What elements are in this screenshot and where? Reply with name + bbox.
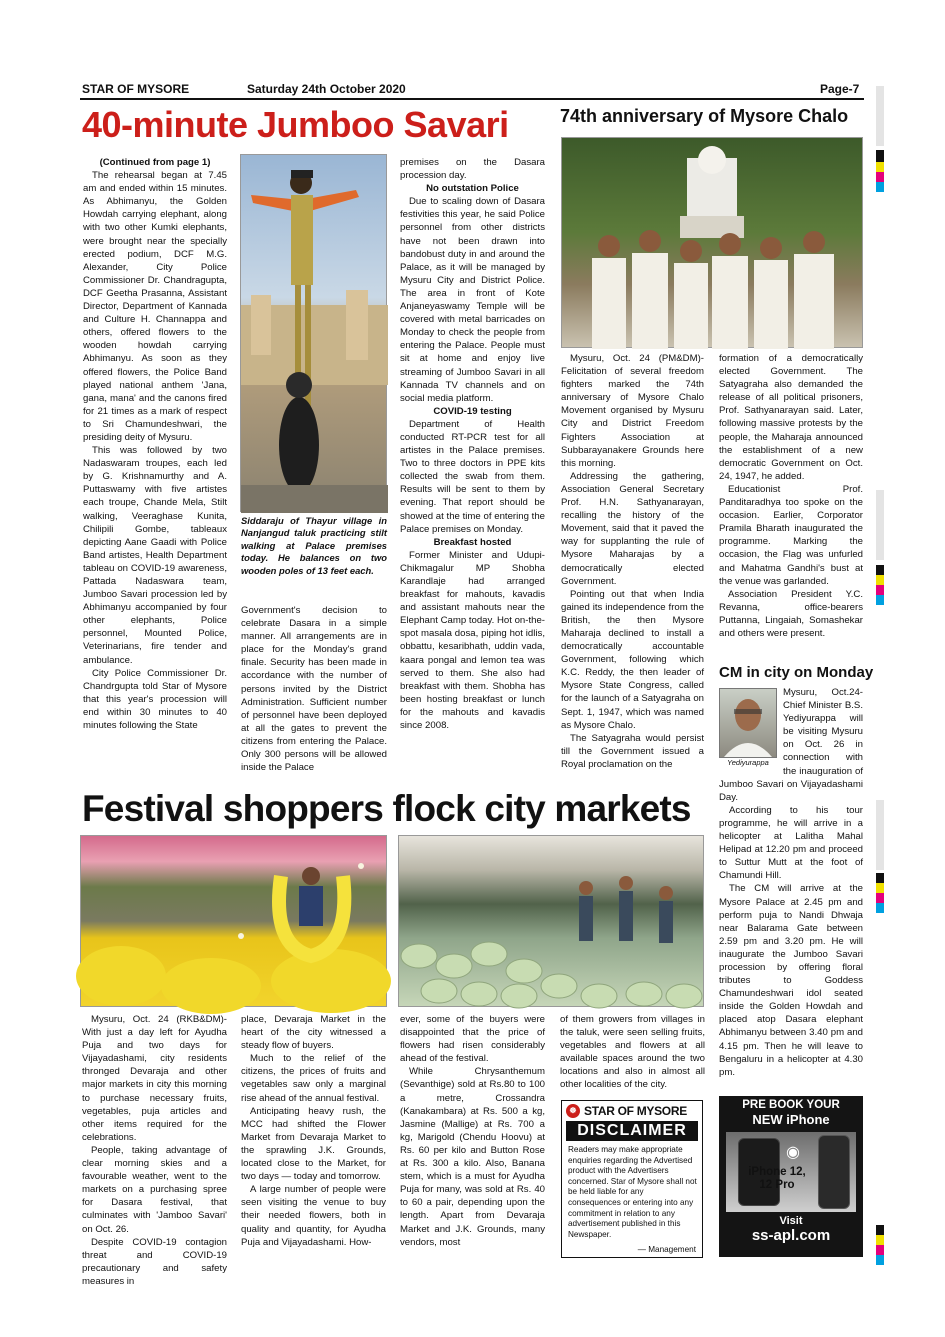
cm-photo bbox=[719, 688, 777, 758]
disclaimer-box bbox=[561, 1100, 703, 1258]
registration-mark bbox=[876, 172, 884, 182]
article-paragraph: Due to scaling down of Dasara festivities this year, he said Police personnel from other districts have not been drawn into bandobust duty in and around the Palace, as it will be managed by Mysuru City and District Police. The area in front of Kote Anjaneyaswamy Temple will be covered with metal barricades on Monday to check the people from entering the Palace. People must sit at home and enjoy live streaming of Jumboo Savari in all Kannada TV channels and on social media platform. bbox=[400, 196, 545, 404]
fruit-market-illustration bbox=[399, 836, 705, 1008]
registration-mark bbox=[876, 595, 884, 605]
freedom-fighters-photo bbox=[561, 137, 863, 348]
registration-mark bbox=[876, 873, 884, 883]
masthead-name: STAR OF MYSORE bbox=[82, 82, 190, 96]
cm-portrait-illustration bbox=[720, 689, 776, 757]
registration-mark bbox=[876, 903, 884, 913]
subheading: Breakfast hosted bbox=[433, 536, 512, 548]
article-paragraph: of them growers from villages in the taluk, were seen selling fruits, vegetables and flowers at all available spaces around the two locations and also in almost all other localities of the city. bbox=[560, 1014, 705, 1091]
article-paragraph: place, Devaraja Market in the heart of the city witnessed a steady flow of buyers. bbox=[241, 1014, 386, 1052]
cm-photo-block bbox=[719, 688, 777, 772]
article-paragraph: This was followed by two Nadaswaram troupes, each led by G. Krishnamurthy and A. Puttaswamy with five artistes each troupe, Chande Mela, Stilt walking, Veeraghase Kunita, Chilipili Gombe, tableaux depicting Aane Gaadi with Police Band artistes, Health Department tableau on COVID-19 awareness, Pattada Nadaswara team, Jumboo Savari procession led by Abhimanyu accompanied by four other elephants, Police personnel, Mounted Police, Veterinarians, fire tender and ambulance. bbox=[83, 445, 227, 666]
article-paragraph: ever, some of the buyers were disappointed that the price of flowers had risen considerably ahead of the festival. bbox=[400, 1014, 545, 1065]
registration-mark bbox=[876, 585, 884, 595]
chalo-headline: 74th anniversary of Mysore Chalo bbox=[560, 106, 849, 126]
article-paragraph: People, taking advantage of clear morning skies and a favourable weather, went to the markets on a purchasing spree for Dasara festival, that culminates with 'Jamboo Savari' on Oct. 26. bbox=[82, 1144, 227, 1235]
ad-url-link[interactable]: ss-apl.com bbox=[751, 1227, 831, 1244]
article-paragraph: City Police Commissioner Dr. Chandrgupta told Star of Mysore that this year's procession will end within 30 minutes to 40 minutes following the State bbox=[83, 667, 227, 732]
registration-mark bbox=[876, 883, 884, 893]
article-paragraph: Despite COVID-19 contagion threat and COVID-19 precautionary and safety measures in bbox=[82, 1236, 227, 1287]
article-paragraph: The CM will arrive at the Mysore Palace at 2.45 pm and perform puja to Nandi Dhwaja near Balarama Gate between 2.59 pm and 3.20 pm. He will inaugurate the Jumboo Savari procession by offering floral tributes to Goddess Chamundeshwari idol seated inside the Golden Howdah and placed atop Dasara elephant Abhimanyu between 3.40 pm and 4.15 pm. Then he will leave to Bengaluru in a helicopter at 4.30 pm. bbox=[719, 883, 863, 1078]
cm-column bbox=[719, 686, 863, 1086]
savari-column-2 bbox=[241, 604, 387, 774]
registration-mark bbox=[876, 182, 884, 192]
article-paragraph: Mysuru, Oct. 24 (RKB&DM)- With just a day left for Ayudha Puja and two days for Vijayadashami, city residents thronged Devaraja and other major markets in city this morning to purchase necessary fruits, vegetables, puja articles and other items required for the celebrations. bbox=[82, 1014, 227, 1143]
apple-icon: ◉ bbox=[786, 1144, 800, 1161]
ad-model-2: 12 Pro bbox=[759, 1178, 795, 1191]
savari-column-1 bbox=[83, 156, 227, 760]
registration-mark bbox=[876, 893, 884, 903]
registration-mark bbox=[876, 575, 884, 585]
chalo-column-1 bbox=[561, 352, 704, 788]
fruit-market-photo bbox=[398, 835, 704, 1007]
article-paragraph: The rehearsal began at 7.45 am and ended within 15 minutes. As Abhimanyu, the Golden Howdah carrying elephant, along with two other Kumki elephants, were brought near the specially erected podium, DCF M.G. Alexander, City Police Commissioner Dr. Chandragupta, DCF Geetha Prasanna, Assistant Director, Department of Kannada and Culture H. Channappa and others, offered flowers to the wooden howdah carrying Abhimanyu. As soon as they offered flowers, the Police Band played national anthem 'Jana, gana, mana' and the canons fired for 21 times as a mark of respect to Sri Chamundeshwari, the presiding deity of Mysuru. bbox=[83, 170, 227, 443]
ad-phone-panel bbox=[726, 1132, 856, 1212]
freedom-fighters-illustration bbox=[562, 138, 864, 349]
phone-side-icon bbox=[818, 1135, 850, 1209]
article-paragraph: The Satyagraha would persist till the Government issued a Royal proclamation on the bbox=[561, 732, 704, 770]
article-paragraph: Anticipating heavy rush, the MCC had shifted the Flower Market from Devaraja Market to the sprawling J.K. Grounds, located close to the Market, for two days — today and tomorrow. bbox=[241, 1105, 386, 1183]
registration-mark bbox=[876, 1245, 884, 1255]
registration-mark bbox=[876, 565, 884, 575]
disclaimer-title: DISCLAIMER bbox=[566, 1121, 698, 1141]
festival-column-2 bbox=[241, 1013, 386, 1268]
subheading: No outstation Police bbox=[426, 183, 519, 195]
festival-column-3 bbox=[400, 1013, 545, 1268]
article-paragraph: Mysuru, Oct.24- Chief Minister B.S. Yediyurappa will be visiting Mysuru on Oct. 26 in connection with the inauguration of Jumboo Savari on Vijayadashami Day. bbox=[719, 687, 863, 803]
registration-mark bbox=[876, 1235, 884, 1245]
article-paragraph: Addressing the gathering, Association General Secretary Prof. H.N. Sathyanarayan, recalling the history of the Movement, said that it paved the way for supplanting the rule of Mysore Maharajas by a democratically elected Government. bbox=[561, 470, 704, 587]
masthead-date: Saturday 24th October 2020 bbox=[247, 82, 406, 96]
brand-logo-icon: ☸ bbox=[566, 1104, 580, 1118]
registration-bar bbox=[876, 800, 884, 870]
continued-note: (Continued from page 1) bbox=[99, 157, 211, 168]
article-paragraph: Former Minister and Udupi-Chikmagalur MP Shobha Karandlaje had arranged breakfast for mahouts, kavadis and assistant mahouts near the Elephant Camp today. Hot on-the-spot masala dosa, piping hot idlis, obbattu, kesaribhath, uddin vada, kaara pongal and lemon tea was served to them. She also had breakfast with them. Shobha has been hosting breakfast or lunch for the mahouts and kavadis since 2008. bbox=[400, 549, 545, 732]
article-paragraph: Educationist Prof. Panditaradhya too spoke on the occasion. Earlier, Corporator Pramila Bharath inaugurated the programme. Marking the occasion, the Flag was unfurled and Mahatma Gandhi's bust at the venue was garlanded. bbox=[719, 483, 863, 587]
cm-photo-label: Yediyurappa bbox=[727, 758, 769, 767]
article-paragraph: A large number of people were seen visiting the venue to buy their needed flowers, both in quality and quantity, for Ayudha Puja and Vijayadashami. How- bbox=[241, 1184, 386, 1248]
stilt-photo-caption: Siddaraju of Thayur village in Nanjangud taluk practicing stilt walking at Palace premises today. He balances on two wooden poles of 13 feet each. bbox=[241, 515, 387, 576]
festival-headline: Festival shoppers flock city markets bbox=[82, 788, 691, 829]
article-paragraph: Association President Y.C. Revanna, office-bearers Puttanna, Lingaiah, Somashekar and others were present. bbox=[719, 588, 863, 639]
ad-visit-label: Visit bbox=[779, 1215, 803, 1227]
registration-mark bbox=[876, 150, 884, 162]
ad-model-1: iPhone 12, bbox=[748, 1166, 806, 1178]
iphone-advert[interactable] bbox=[719, 1096, 863, 1257]
cm-headline: CM in city on Monday bbox=[719, 664, 874, 681]
disclaimer-brand-row bbox=[566, 1104, 698, 1118]
article-paragraph: Mysuru, Oct. 24 (PM&DM)- Felicitation of several freedom fighters marked the 74th anniversary of Mysore Chalo Movement organised by Mysuru City and District Freedom Fighters Association at Subbarayanakere Grounds here this morning. bbox=[561, 353, 704, 469]
article-paragraph: Government's decision to celebrate Dasara in a simple manner. All arrangements are in place for the Monday's grand finale. Security has been made in accordance with the number of persons invited by the District Administration. Sufficient number of personnel have been deployed at all the gates to prevent the citizens from entering the Palace. Only 300 persons will be allowed inside the Palace bbox=[241, 605, 387, 774]
article-paragraph: Department of Health conducted RT-PCR test for all artistes in the Palace premises. Two to three doctors in PPE kits collected the swab from them. Results will be sent to them by evening. That report should be showed at the time of entering the Palace premises on Monday. bbox=[400, 418, 545, 535]
disclaimer-brand: STAR OF MYSORE bbox=[584, 1104, 687, 1118]
flower-market-photo bbox=[80, 835, 387, 1007]
subheading: COVID-19 testing bbox=[433, 405, 512, 417]
article-paragraph: Pointing out that when India gained its independence from the British, the then Mysore Maharaja declined to install a democratically accountable Government, following which K.C. Reddy, the then leader of Mysore State Congress, called for the launch of a Satyagraha on Sept. 1, 1947, which was named as Mysore Chalo. bbox=[561, 588, 704, 731]
flower-market-illustration bbox=[81, 836, 388, 1008]
chalo-column-2 bbox=[719, 352, 863, 660]
registration-bar bbox=[876, 86, 884, 146]
header-rule bbox=[80, 98, 864, 100]
article-paragraph: Much to the relief of the citizens, the prices of fruits and vegetables saw only a marginal rise ahead of the annual festival. bbox=[241, 1053, 386, 1104]
article-paragraph: premises on the Dasara procession day. bbox=[400, 157, 545, 182]
article-paragraph: While Chrysanthemum (Sevanthige) sold at Rs.80 to 100 a metre, Crossandra (Kanakambara) at Rs. 500 a kg, Jasmine (Mallige) at Rs. 700 a kg, Marigold (Chendu Hoovu) at Rs. 60 per kilo and Button Rose at Rs. 300 a kilo. Also, Banana stem, which is a must for Ayudha Puja for many, was sold at Rs. 40 to 60 a pair, depending upon the length. Apart from Devaraja Market and J.K. Grounds, many vendors, most bbox=[400, 1066, 545, 1248]
registration-mark bbox=[876, 1255, 884, 1265]
page-number: Page-7 bbox=[820, 82, 860, 96]
registration-mark bbox=[876, 162, 884, 172]
article-paragraph: According to his tour programme, he will arrive in a helicopter at Lalitha Mahal Helipad at 12.20 pm and proceed to Suttur Mutt at the foot of Chamundi Hill. bbox=[719, 804, 863, 882]
disclaimer-signature: — Management bbox=[637, 1245, 696, 1254]
savari-headline: 40-minute Jumboo Savari bbox=[82, 104, 509, 145]
festival-column-1 bbox=[82, 1013, 227, 1287]
ad-line-2: NEW iPhone bbox=[752, 1112, 830, 1127]
ad-line-1: PRE BOOK YOUR bbox=[742, 1099, 840, 1111]
ad-models bbox=[736, 1166, 818, 1191]
article-paragraph: formation of a democratically elected Government. The Satyagraha also demanded the release of all political prisoners, Prof. Sathyanarayan said. Later, following massive protests by the people, the Maharaja announced the establishment of a new democratic Government on Oct. 24, 1947, he added. bbox=[719, 353, 863, 482]
festival-column-4 bbox=[560, 1013, 705, 1097]
registration-bar bbox=[876, 490, 884, 560]
stilt-walker-photo bbox=[240, 154, 387, 512]
disclaimer-body: Readers may make appropriate enquiries regarding the Advertised product with the Advertisers concerned. Star of Mysore shall not be held liable for any consequences or entering into any commitment in relation to any advertisement published in this Newspaper. bbox=[568, 1145, 697, 1239]
registration-mark bbox=[876, 1225, 884, 1235]
savari-column-3 bbox=[400, 156, 545, 760]
stilt-walker-illustration bbox=[241, 155, 388, 513]
